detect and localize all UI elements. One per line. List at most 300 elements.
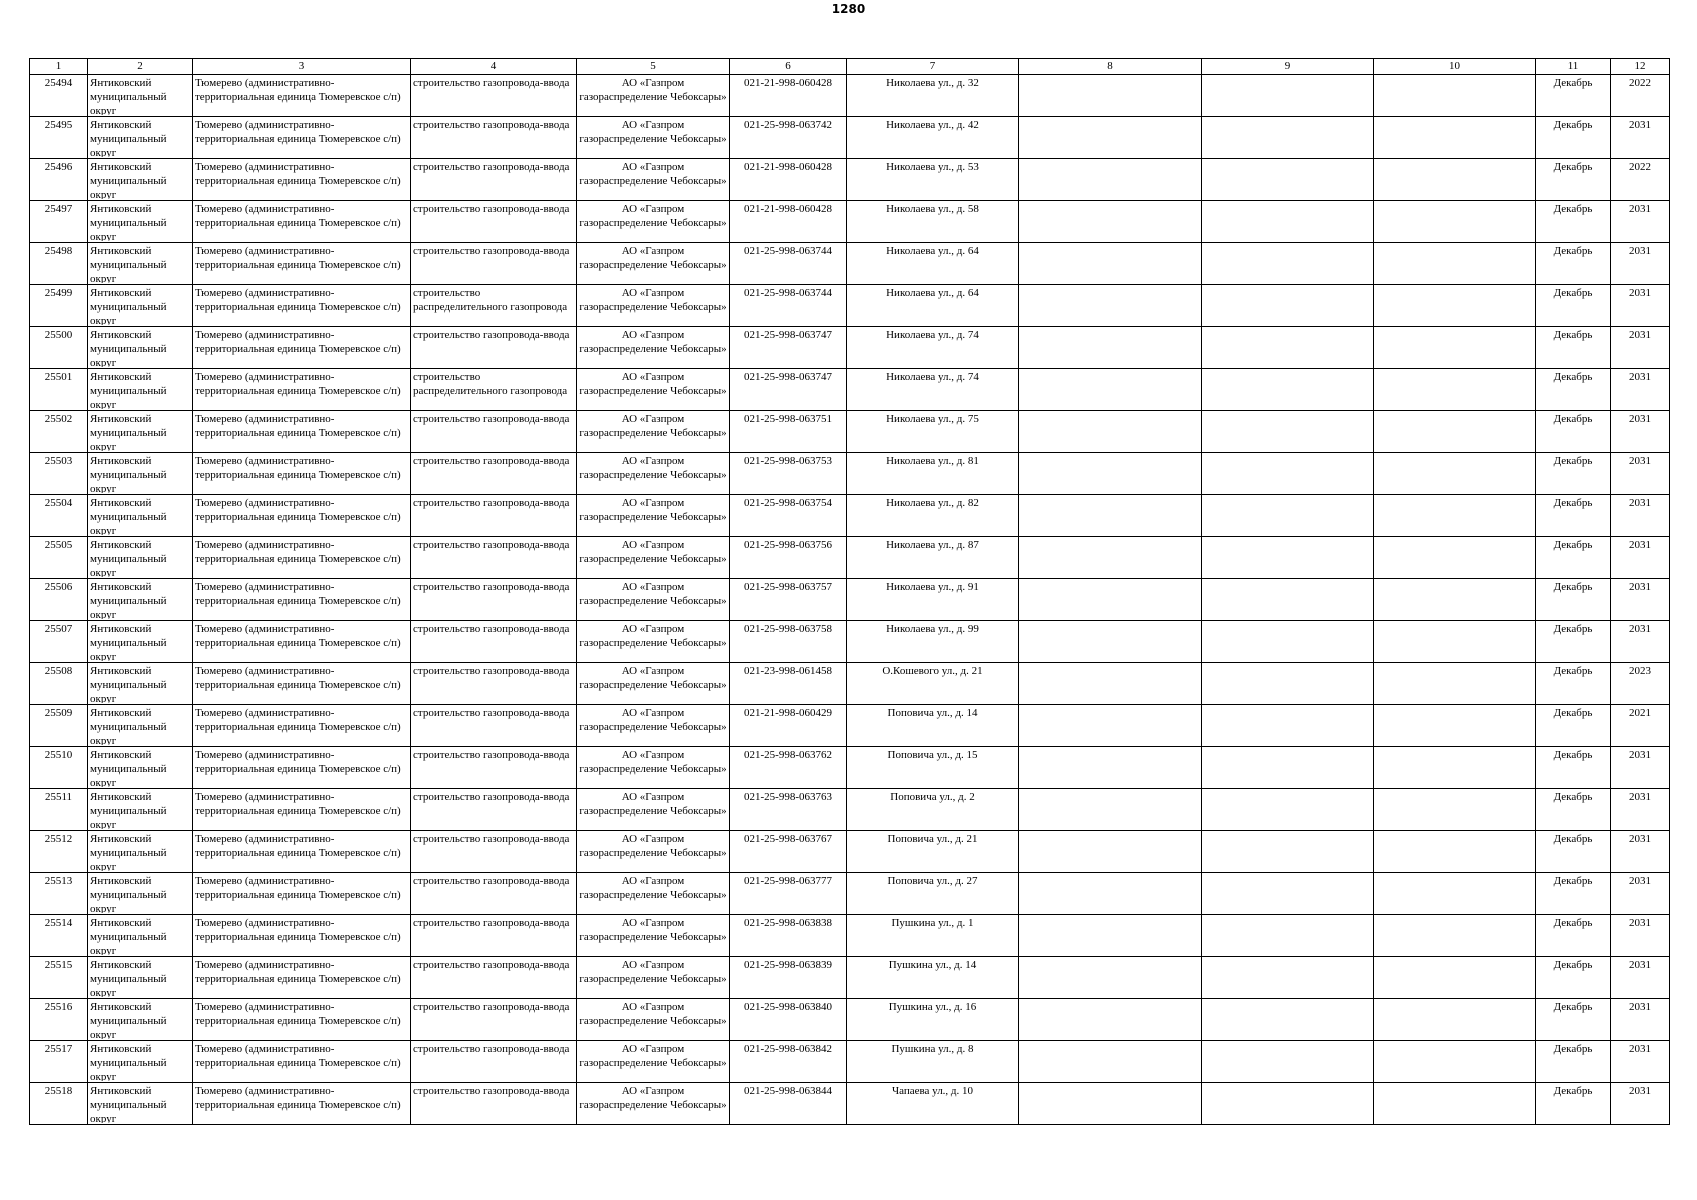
settlement-cell-text: Тюмерево (административно-территориальная единица Тюмеревское с/п)	[195, 707, 401, 733]
work-type-cell-text: строительство газопровода-ввода	[413, 581, 570, 593]
address-cell	[847, 747, 1019, 789]
month-cell	[1536, 747, 1611, 789]
column-8-cell-text	[1021, 454, 1199, 493]
column-8-cell-text	[1021, 160, 1199, 199]
column-8-cell-text	[1021, 370, 1199, 409]
object-code-cell-text: 021-25-998-063758	[744, 623, 832, 635]
settlement-cell	[193, 705, 411, 747]
object-code-cell	[730, 831, 847, 873]
organization-cell-text: АО «Газпром газораспределение Чебоксары»	[579, 77, 727, 103]
organization-cell	[577, 495, 730, 537]
column-header-7: 7	[847, 59, 1019, 75]
year-cell-text: 2031	[1629, 497, 1651, 509]
work-type-cell	[411, 621, 577, 663]
object-code-cell-text: 021-21-998-060428	[744, 77, 832, 89]
table-row	[30, 285, 1670, 327]
work-type-cell-text: строительство газопровода-ввода	[413, 161, 570, 173]
settlement-cell-text: Тюмерево (административно-территориальная единица Тюмеревское с/п)	[195, 413, 401, 439]
column-8-cell	[1019, 621, 1202, 663]
column-8-cell	[1019, 159, 1202, 201]
column-10-cell	[1374, 621, 1536, 663]
work-type-cell-text: строительство распределительного газопровода	[413, 371, 568, 397]
column-9-cell-text	[1204, 1000, 1371, 1039]
address-cell-text: Пушкина ул., д. 14	[888, 959, 977, 971]
month-cell-text: Декабрь	[1553, 371, 1593, 383]
row-number	[30, 537, 88, 579]
column-10-cell	[1374, 789, 1536, 831]
settlement-cell-text: Тюмерево (административно-территориальная единица Тюмеревское с/п)	[195, 245, 401, 271]
column-9-cell-text	[1204, 538, 1371, 577]
settlement-cell-text: Тюмерево (административно-территориальная единица Тюмеревское с/п)	[195, 371, 401, 397]
table-row	[30, 789, 1670, 831]
address-cell-text: Поповича ул., д. 27	[887, 875, 978, 887]
row-number-text: 25504	[44, 497, 73, 509]
object-code-cell-text: 021-25-998-063754	[744, 497, 832, 509]
column-10-cell	[1374, 537, 1536, 579]
work-type-cell	[411, 117, 577, 159]
object-code-cell-text: 021-25-998-063744	[744, 287, 832, 299]
column-8-cell-text	[1021, 916, 1199, 955]
header-row	[30, 59, 1670, 75]
column-10-cell-text	[1376, 286, 1533, 325]
column-8-cell-text	[1021, 1042, 1199, 1081]
settlement-cell	[193, 201, 411, 243]
month-cell	[1536, 957, 1611, 999]
settlement-cell	[193, 369, 411, 411]
year-cell	[1611, 243, 1670, 285]
settlement-cell	[193, 159, 411, 201]
column-8-cell	[1019, 705, 1202, 747]
table-row	[30, 915, 1670, 957]
year-cell-text: 2031	[1629, 1085, 1651, 1097]
address-cell-text: Николаева ул., д. 64	[886, 245, 979, 257]
year-cell	[1611, 705, 1670, 747]
row-number	[30, 747, 88, 789]
organization-cell-text: АО «Газпром газораспределение Чебоксары»	[579, 413, 727, 439]
month-cell	[1536, 873, 1611, 915]
row-number	[30, 285, 88, 327]
year-cell-text: 2031	[1629, 371, 1651, 383]
work-type-cell-text: строительство газопровода-ввода	[413, 917, 570, 929]
column-10-cell-text	[1376, 76, 1533, 115]
column-8-cell	[1019, 411, 1202, 453]
column-10-cell	[1374, 411, 1536, 453]
work-type-cell	[411, 243, 577, 285]
organization-cell	[577, 873, 730, 915]
year-cell-text: 2031	[1629, 917, 1651, 929]
district-cell	[88, 663, 193, 705]
column-8-cell-text	[1021, 1084, 1199, 1123]
year-cell	[1611, 369, 1670, 411]
organization-cell-text: АО «Газпром газораспределение Чебоксары»	[579, 203, 727, 229]
settlement-cell-text: Тюмерево (административно-территориальная единица Тюмеревское с/п)	[195, 77, 401, 103]
column-8-cell-text	[1021, 1000, 1199, 1039]
column-9-cell	[1202, 663, 1374, 705]
column-10-cell-text	[1376, 916, 1533, 955]
address-cell	[847, 537, 1019, 579]
column-10-cell	[1374, 369, 1536, 411]
organization-cell	[577, 453, 730, 495]
district-cell	[88, 327, 193, 369]
column-9-cell-text	[1204, 202, 1371, 241]
organization-cell	[577, 117, 730, 159]
settlement-cell	[193, 915, 411, 957]
organization-cell	[577, 663, 730, 705]
column-8-cell-text	[1021, 832, 1199, 871]
work-type-cell	[411, 1083, 577, 1125]
column-10-cell	[1374, 1041, 1536, 1083]
address-cell-text: Николаева ул., д. 74	[886, 329, 979, 341]
month-cell-text: Декабрь	[1553, 119, 1593, 131]
work-type-cell	[411, 411, 577, 453]
column-8-cell	[1019, 915, 1202, 957]
work-type-cell-text: строительство газопровода-ввода	[413, 119, 570, 131]
work-type-cell	[411, 663, 577, 705]
address-cell	[847, 705, 1019, 747]
object-code-cell-text: 021-25-998-063757	[744, 581, 832, 593]
column-10-cell-text	[1376, 622, 1533, 661]
column-8-cell	[1019, 537, 1202, 579]
address-cell	[847, 999, 1019, 1041]
address-cell	[847, 1041, 1019, 1083]
settlement-cell	[193, 285, 411, 327]
table-row	[30, 579, 1670, 621]
column-8-cell	[1019, 873, 1202, 915]
row-number	[30, 453, 88, 495]
organization-cell-text: АО «Газпром газораспределение Чебоксары»	[579, 1085, 727, 1111]
object-code-cell	[730, 873, 847, 915]
year-cell-text: 2031	[1629, 833, 1651, 845]
row-number	[30, 327, 88, 369]
column-8-cell	[1019, 579, 1202, 621]
column-10-cell-text	[1376, 412, 1533, 451]
object-code-cell	[730, 411, 847, 453]
column-8-cell	[1019, 663, 1202, 705]
row-number-text: 25513	[44, 875, 73, 887]
district-cell	[88, 495, 193, 537]
table-row	[30, 621, 1670, 663]
district-cell	[88, 201, 193, 243]
column-10-cell	[1374, 663, 1536, 705]
year-cell-text: 2031	[1629, 875, 1651, 887]
column-8-cell	[1019, 1041, 1202, 1083]
settlement-cell-text: Тюмерево (административно-территориальная единица Тюмеревское с/п)	[195, 1001, 401, 1027]
settlement-cell-text: Тюмерево (административно-территориальная единица Тюмеревское с/п)	[195, 623, 401, 649]
column-8-cell	[1019, 747, 1202, 789]
district-cell-text: Янтиковский муниципальный округ	[90, 623, 167, 661]
district-cell-text: Янтиковский муниципальный округ	[90, 287, 167, 325]
address-cell	[847, 117, 1019, 159]
month-cell	[1536, 327, 1611, 369]
column-10-cell-text	[1376, 958, 1533, 997]
row-number	[30, 159, 88, 201]
address-cell-text: Николаева ул., д. 87	[886, 539, 979, 551]
organization-cell	[577, 75, 730, 117]
work-type-cell-text: строительство газопровода-ввода	[413, 77, 570, 89]
year-cell-text: 2031	[1629, 413, 1651, 425]
settlement-cell-text: Тюмерево (административно-территориальная единица Тюмеревское с/п)	[195, 161, 401, 187]
month-cell-text: Декабрь	[1553, 875, 1593, 887]
work-type-cell-text: строительство газопровода-ввода	[413, 959, 570, 971]
table-row	[30, 201, 1670, 243]
table-row	[30, 957, 1670, 999]
column-10-cell-text	[1376, 748, 1533, 787]
table-row	[30, 537, 1670, 579]
organization-cell-text: АО «Газпром газораспределение Чебоксары»	[579, 707, 727, 733]
month-cell	[1536, 831, 1611, 873]
column-9-cell-text	[1204, 328, 1371, 367]
year-cell	[1611, 327, 1670, 369]
address-cell	[847, 411, 1019, 453]
organization-cell-text: АО «Газпром газораспределение Чебоксары»	[579, 245, 727, 271]
year-cell-text: 2031	[1629, 245, 1651, 257]
district-cell	[88, 621, 193, 663]
row-number-text: 25502	[44, 413, 73, 425]
district-cell	[88, 789, 193, 831]
object-code-cell-text: 021-25-998-063763	[744, 791, 832, 803]
column-header-8: 8	[1019, 59, 1202, 75]
row-number-text: 25499	[44, 287, 73, 299]
object-code-cell	[730, 453, 847, 495]
work-type-cell-text: строительство газопровода-ввода	[413, 1001, 570, 1013]
object-code-cell-text: 021-23-998-061458	[744, 665, 832, 677]
column-8-cell-text	[1021, 496, 1199, 535]
district-cell	[88, 537, 193, 579]
month-cell-text: Декабрь	[1553, 245, 1593, 257]
column-10-cell	[1374, 1083, 1536, 1125]
object-code-cell-text: 021-21-998-060428	[744, 203, 832, 215]
object-code-cell-text: 021-25-998-063839	[744, 959, 832, 971]
table-row	[30, 663, 1670, 705]
month-cell	[1536, 243, 1611, 285]
column-header-5: 5	[577, 59, 730, 75]
column-8-cell-text	[1021, 286, 1199, 325]
column-9-cell-text	[1204, 1042, 1371, 1081]
organization-cell-text: АО «Газпром газораспределение Чебоксары»	[579, 329, 727, 355]
organization-cell	[577, 285, 730, 327]
month-cell	[1536, 411, 1611, 453]
table-row	[30, 369, 1670, 411]
year-cell-text: 2031	[1629, 203, 1651, 215]
address-cell-text: Николаева ул., д. 91	[886, 581, 979, 593]
month-cell-text: Декабрь	[1553, 665, 1593, 677]
table-body	[30, 75, 1670, 1125]
district-cell-text: Янтиковский муниципальный округ	[90, 581, 167, 619]
column-9-cell	[1202, 999, 1374, 1041]
district-cell	[88, 957, 193, 999]
year-cell	[1611, 873, 1670, 915]
column-header-6: 6	[730, 59, 847, 75]
address-cell-text: Поповича ул., д. 14	[887, 707, 978, 719]
column-10-cell-text	[1376, 496, 1533, 535]
settlement-cell	[193, 75, 411, 117]
row-number	[30, 663, 88, 705]
district-cell-text: Янтиковский муниципальный округ	[90, 875, 167, 913]
object-code-cell-text: 021-25-998-063756	[744, 539, 832, 551]
column-9-cell	[1202, 411, 1374, 453]
object-code-cell	[730, 957, 847, 999]
column-9-cell-text	[1204, 118, 1371, 157]
address-cell	[847, 75, 1019, 117]
district-cell	[88, 453, 193, 495]
address-cell	[847, 201, 1019, 243]
column-9-cell	[1202, 453, 1374, 495]
settlement-cell	[193, 243, 411, 285]
work-type-cell	[411, 747, 577, 789]
column-header-3: 3	[193, 59, 411, 75]
work-type-cell-text: строительство газопровода-ввода	[413, 665, 570, 677]
object-code-cell-text: 021-25-998-063840	[744, 1001, 832, 1013]
month-cell-text: Декабрь	[1553, 539, 1593, 551]
month-cell-text: Декабрь	[1553, 1085, 1593, 1097]
object-code-cell	[730, 327, 847, 369]
column-9-cell-text	[1204, 958, 1371, 997]
object-code-cell-text: 021-25-998-063762	[744, 749, 832, 761]
column-header-11: 11	[1536, 59, 1611, 75]
column-10-cell-text	[1376, 1084, 1533, 1123]
month-cell	[1536, 705, 1611, 747]
settlement-cell-text: Тюмерево (административно-территориальная единица Тюмеревское с/п)	[195, 581, 401, 607]
row-number	[30, 369, 88, 411]
address-cell-text: Поповича ул., д. 2	[890, 791, 975, 803]
column-8-cell	[1019, 369, 1202, 411]
row-number-text: 25510	[44, 749, 73, 761]
object-code-cell	[730, 999, 847, 1041]
month-cell	[1536, 663, 1611, 705]
address-cell-text: Николаева ул., д. 42	[886, 119, 979, 131]
object-code-cell-text: 021-25-998-063842	[744, 1043, 832, 1055]
row-number-text: 25500	[44, 329, 73, 341]
column-10-cell	[1374, 327, 1536, 369]
district-cell	[88, 285, 193, 327]
address-cell-text: Николаева ул., д. 53	[886, 161, 979, 173]
year-cell-text: 2031	[1629, 1001, 1651, 1013]
column-9-cell	[1202, 369, 1374, 411]
object-code-cell	[730, 495, 847, 537]
object-code-cell	[730, 117, 847, 159]
address-cell-text: Чапаева ул., д. 10	[891, 1085, 974, 1097]
settlement-cell-text: Тюмерево (административно-территориальная единица Тюмеревское с/п)	[195, 791, 401, 817]
row-number-text: 25512	[44, 833, 73, 845]
organization-cell	[577, 915, 730, 957]
settlement-cell	[193, 495, 411, 537]
year-cell-text: 2031	[1629, 791, 1651, 803]
month-cell	[1536, 915, 1611, 957]
district-cell	[88, 831, 193, 873]
settlement-cell	[193, 453, 411, 495]
column-9-cell	[1202, 495, 1374, 537]
table-row	[30, 75, 1670, 117]
column-8-cell	[1019, 285, 1202, 327]
organization-cell-text: АО «Газпром газораспределение Чебоксары»	[579, 917, 727, 943]
address-cell	[847, 285, 1019, 327]
row-number	[30, 495, 88, 537]
column-10-cell	[1374, 117, 1536, 159]
work-type-cell	[411, 453, 577, 495]
column-8-cell-text	[1021, 874, 1199, 913]
year-cell-text: 2031	[1629, 623, 1651, 635]
row-number-text: 25498	[44, 245, 73, 257]
column-8-cell	[1019, 831, 1202, 873]
address-cell	[847, 621, 1019, 663]
settlement-cell-text: Тюмерево (административно-территориальная единица Тюмеревское с/п)	[195, 455, 401, 481]
column-9-cell-text	[1204, 622, 1371, 661]
row-number-text: 25508	[44, 665, 73, 677]
row-number	[30, 1083, 88, 1125]
work-type-cell	[411, 915, 577, 957]
month-cell	[1536, 285, 1611, 327]
year-cell	[1611, 117, 1670, 159]
column-10-cell-text	[1376, 832, 1533, 871]
work-type-cell-text: строительство газопровода-ввода	[413, 245, 570, 257]
district-cell	[88, 117, 193, 159]
organization-cell-text: АО «Газпром газораспределение Чебоксары»	[579, 119, 727, 145]
row-number-text: 25495	[44, 119, 73, 131]
settlement-cell	[193, 957, 411, 999]
column-8-cell-text	[1021, 580, 1199, 619]
row-number-text: 25509	[44, 707, 73, 719]
organization-cell	[577, 1083, 730, 1125]
row-number	[30, 999, 88, 1041]
work-type-cell	[411, 75, 577, 117]
column-10-cell	[1374, 159, 1536, 201]
settlement-cell	[193, 579, 411, 621]
object-code-cell-text: 021-25-998-063744	[744, 245, 832, 257]
row-number	[30, 915, 88, 957]
address-cell-text: Николаева ул., д. 32	[886, 77, 979, 89]
settlement-cell-text: Тюмерево (административно-территориальная единица Тюмеревское с/п)	[195, 329, 401, 355]
row-number	[30, 117, 88, 159]
organization-cell-text: АО «Газпром газораспределение Чебоксары»	[579, 875, 727, 901]
organization-cell	[577, 537, 730, 579]
object-code-cell-text: 021-25-998-063747	[744, 329, 832, 341]
month-cell-text: Декабрь	[1553, 413, 1593, 425]
settlement-cell	[193, 789, 411, 831]
settlement-cell-text: Тюмерево (административно-территориальная единица Тюмеревское с/п)	[195, 539, 401, 565]
month-cell	[1536, 495, 1611, 537]
column-10-cell-text	[1376, 874, 1533, 913]
month-cell-text: Декабрь	[1553, 581, 1593, 593]
object-code-cell	[730, 621, 847, 663]
column-8-cell-text	[1021, 202, 1199, 241]
object-code-cell-text: 021-25-998-063838	[744, 917, 832, 929]
column-9-cell-text	[1204, 1084, 1371, 1123]
object-code-cell	[730, 747, 847, 789]
table-header	[30, 59, 1670, 75]
object-code-cell	[730, 789, 847, 831]
column-9-cell	[1202, 705, 1374, 747]
column-8-cell-text	[1021, 328, 1199, 367]
organization-cell	[577, 411, 730, 453]
work-type-cell-text: строительство газопровода-ввода	[413, 833, 570, 845]
settlement-cell	[193, 663, 411, 705]
column-8-cell-text	[1021, 622, 1199, 661]
table-row	[30, 831, 1670, 873]
year-cell-text: 2031	[1629, 539, 1651, 551]
month-cell-text: Декабрь	[1553, 623, 1593, 635]
column-8-cell	[1019, 327, 1202, 369]
row-number-text: 25516	[44, 1001, 73, 1013]
column-10-cell-text	[1376, 160, 1533, 199]
year-cell	[1611, 453, 1670, 495]
district-cell-text: Янтиковский муниципальный округ	[90, 413, 167, 451]
row-number	[30, 411, 88, 453]
row-number	[30, 243, 88, 285]
year-cell-text: 2031	[1629, 329, 1651, 341]
column-header-2: 2	[88, 59, 193, 75]
organization-cell-text: АО «Газпром газораспределение Чебоксары»	[579, 959, 727, 985]
organization-cell-text: АО «Газпром газораспределение Чебоксары»	[579, 455, 727, 481]
